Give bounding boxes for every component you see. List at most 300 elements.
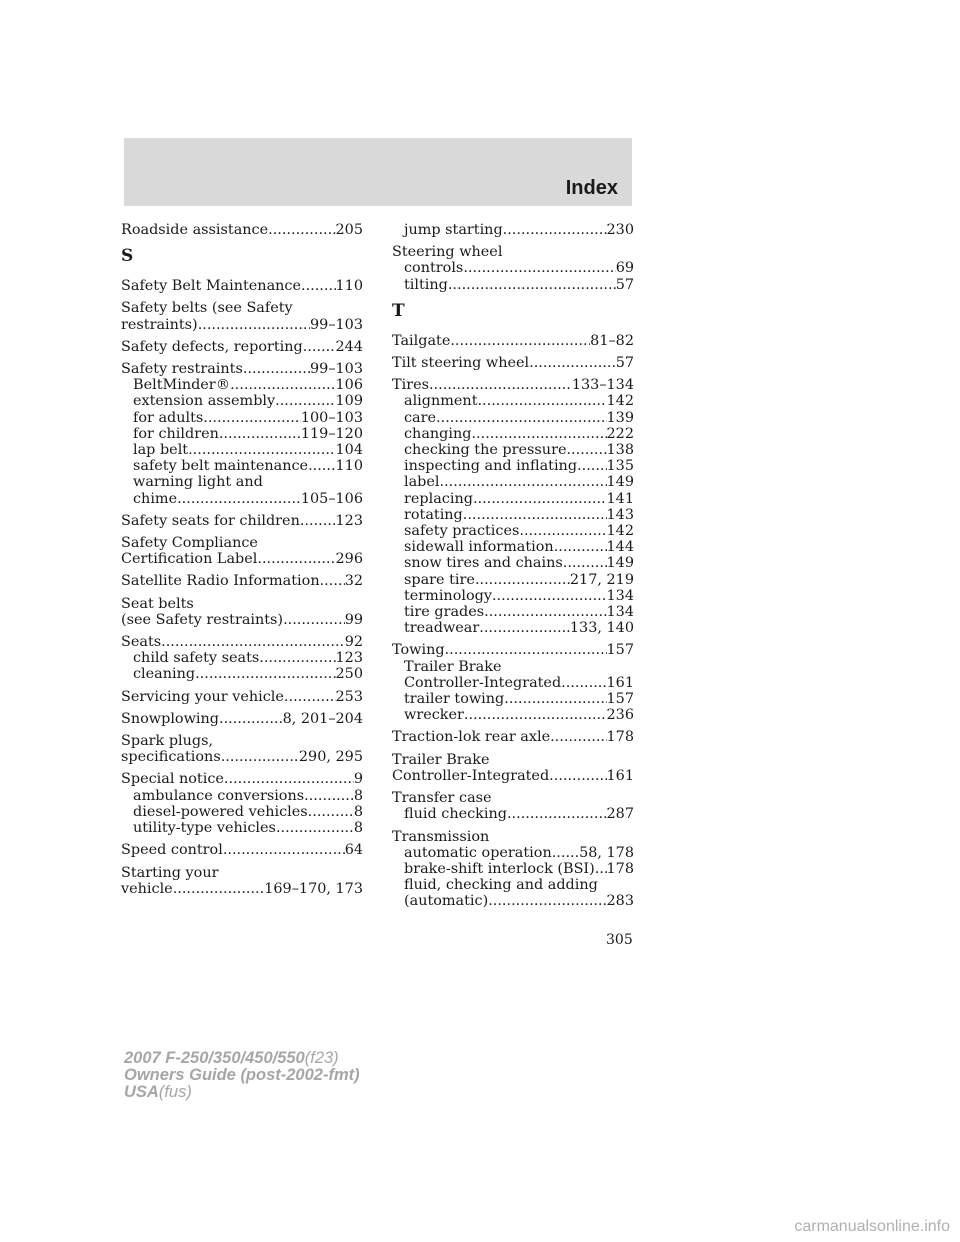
- page-reference: 123: [335, 512, 363, 529]
- entry-text: for children: [133, 425, 219, 442]
- index-subentry: [392, 410, 634, 426]
- entry-text: Safety defects, reporting: [121, 338, 303, 355]
- entry-text: tilting: [404, 276, 448, 293]
- dot-leader: [463, 507, 607, 523]
- page-reference: 222: [606, 425, 634, 442]
- entry-text: snow tires and chains: [404, 555, 563, 572]
- index-line: [121, 711, 363, 727]
- dot-leader: [188, 442, 335, 458]
- index-subentry: [121, 458, 363, 474]
- page-reference: 236: [606, 707, 634, 724]
- footer-guide: Owners Guide (post-2002-fmt): [124, 1066, 360, 1084]
- entry-text: safety belt maintenance: [133, 458, 309, 475]
- dot-leader: [276, 820, 354, 836]
- index-entry: [121, 733, 363, 765]
- index-line: [392, 642, 634, 658]
- index-subentry: [392, 458, 634, 474]
- entry-text: terminology: [404, 587, 492, 604]
- index-entry: [392, 829, 634, 910]
- dot-leader: [563, 555, 607, 571]
- index-line: [392, 768, 634, 784]
- page-reference: 99–103: [310, 316, 363, 333]
- entry-text: Trailer Brake: [392, 751, 490, 768]
- index-entry: [121, 339, 363, 355]
- index-entry: [121, 513, 363, 529]
- entry-text: checking the pressure: [404, 442, 567, 459]
- page-reference: 283: [606, 893, 634, 910]
- header-band: [124, 138, 632, 206]
- page-reference: 106: [335, 377, 363, 394]
- page-reference: 64: [344, 842, 363, 859]
- entry-text: spare tire: [404, 571, 475, 588]
- entry-text: Tailgate: [392, 332, 451, 349]
- entry-text: Safety belts (see Safety: [121, 300, 293, 317]
- dot-leader: [303, 339, 336, 355]
- index-line: [121, 278, 363, 294]
- entry-text: (automatic): [404, 893, 489, 910]
- entry-text: Transmission: [392, 828, 490, 845]
- entry-text: Starting your: [121, 864, 219, 881]
- page-number: 305: [606, 932, 633, 948]
- entry-text: child safety seats: [133, 650, 260, 667]
- dot-leader: [484, 604, 606, 620]
- dot-leader: [243, 361, 310, 377]
- index-subentry: [392, 620, 634, 636]
- entry-text: (see Safety restraints): [121, 611, 284, 628]
- page-reference: 123: [335, 650, 363, 667]
- index-entry: [121, 300, 363, 332]
- dot-leader: [198, 317, 310, 333]
- entry-text: warning light and: [133, 474, 263, 491]
- page-reference: 8, 201–204: [282, 710, 363, 727]
- index-subentry: [121, 650, 363, 666]
- entry-text: Tires: [392, 377, 429, 394]
- page-reference: 57: [615, 276, 634, 293]
- dot-leader: [429, 377, 572, 393]
- index-subentry: [392, 555, 634, 571]
- dot-leader: [477, 393, 606, 409]
- page-reference: 105–106: [300, 490, 363, 507]
- page-reference: 109: [335, 393, 363, 410]
- index-entry: [121, 222, 363, 238]
- entry-text: rotating: [404, 506, 463, 523]
- page-title: Index: [565, 177, 618, 199]
- dot-leader: [504, 691, 606, 707]
- index-entry: [121, 865, 363, 897]
- dot-leader: [177, 491, 301, 507]
- page-reference: 99–103: [310, 361, 363, 378]
- index-subentry: [392, 523, 634, 539]
- entry-text: Special notice: [121, 771, 224, 788]
- dot-leader: [549, 768, 606, 784]
- page-reference: 244: [335, 338, 363, 355]
- entry-text: tire grades: [404, 604, 485, 621]
- dot-leader: [203, 410, 301, 426]
- index-line: [392, 377, 634, 393]
- page-reference: 141: [606, 490, 634, 507]
- index-entry: [392, 333, 634, 349]
- index-line: [392, 790, 634, 806]
- entry-text: specifications: [121, 749, 221, 766]
- footer-model: 2007 F-250/350/450/550: [124, 1049, 305, 1067]
- index-subentry: [392, 845, 634, 861]
- page-reference: 92: [344, 634, 363, 651]
- section-letter: T: [392, 300, 405, 321]
- entry-text: care: [404, 409, 437, 426]
- index-column-right: [392, 222, 634, 916]
- index-subentry: [121, 442, 363, 458]
- entry-text: Towing: [392, 642, 445, 659]
- index-entry: [121, 573, 363, 589]
- entry-text: chime: [133, 490, 178, 507]
- page-reference: 104: [335, 442, 363, 459]
- index-subentry: [392, 659, 634, 675]
- index-entry: [121, 361, 363, 507]
- dot-leader: [161, 634, 345, 650]
- entry-text: automatic operation: [404, 844, 552, 861]
- entry-text: Snowplowing: [121, 710, 219, 727]
- index-line: [121, 842, 363, 858]
- dot-leader: [219, 426, 301, 442]
- index-line: [121, 339, 363, 355]
- index-line: [121, 771, 363, 787]
- index-line: [121, 535, 363, 551]
- dot-leader: [475, 572, 570, 588]
- entry-text: Tilt steering wheel: [392, 355, 530, 372]
- entry-text: Safety seats for children: [121, 512, 300, 529]
- entry-text: BeltMinder®: [133, 377, 231, 394]
- page-reference: 157: [606, 691, 634, 708]
- dot-leader: [464, 707, 607, 723]
- page-reference: 134: [606, 604, 634, 621]
- page-reference: 230: [606, 222, 634, 238]
- page-reference: 143: [606, 506, 634, 523]
- index-entry: [392, 244, 634, 293]
- entry-text: label: [404, 474, 440, 491]
- entry-text: sidewall information: [404, 539, 554, 556]
- dot-leader: [195, 666, 335, 682]
- index-subentry: [392, 426, 634, 442]
- index-line: [121, 749, 363, 765]
- index-subentry: [121, 426, 363, 442]
- index-line: [392, 355, 634, 371]
- entry-text: Safety Compliance: [121, 535, 258, 552]
- index-entry: [121, 634, 363, 683]
- page-reference: 149: [606, 474, 634, 491]
- index-column-left: [121, 222, 363, 903]
- page-reference: 142: [606, 393, 634, 410]
- index-line: [121, 513, 363, 529]
- index-line: [121, 551, 363, 567]
- index-subentry: [392, 877, 634, 893]
- index-subentry: [121, 393, 363, 409]
- page-reference: 161: [606, 674, 634, 691]
- entry-text: brake-shift interlock (BSI): [404, 860, 595, 877]
- index-line: [121, 222, 363, 238]
- entry-text: restraints): [121, 316, 198, 333]
- index-entry: [392, 222, 634, 238]
- index-entry: [392, 752, 634, 784]
- entry-text: safety practices: [404, 523, 520, 540]
- entry-text: Satellite Radio Information: [121, 573, 320, 590]
- dot-leader: [440, 474, 607, 490]
- entry-text: Spark plugs,: [121, 733, 214, 750]
- index-subentry: [392, 691, 634, 707]
- page-reference: 142: [606, 523, 634, 540]
- dot-leader: [436, 410, 606, 426]
- dot-leader: [450, 333, 590, 349]
- index-line: [121, 361, 363, 377]
- dot-leader: [445, 642, 607, 658]
- dot-leader: [173, 881, 265, 897]
- page-reference: 100–103: [300, 409, 363, 426]
- index-entry: [121, 535, 363, 567]
- page-reference: 9: [353, 771, 363, 788]
- dot-leader: [320, 573, 345, 589]
- dot-leader: [507, 806, 607, 822]
- dot-leader: [595, 861, 607, 877]
- index-entry: [121, 596, 363, 628]
- dot-leader: [479, 620, 570, 636]
- entry-text: Certification Label: [121, 551, 258, 568]
- page-reference: 178: [606, 860, 634, 877]
- index-subentry: [121, 410, 363, 426]
- index-subentry: [392, 675, 634, 691]
- index-line: [392, 752, 634, 768]
- entry-text: Safety Belt Maintenance: [121, 278, 301, 295]
- section-letter: S: [121, 246, 134, 267]
- index-line: [392, 333, 634, 349]
- footer-model-code: (f23): [304, 1049, 339, 1067]
- dot-leader: [224, 771, 354, 787]
- dot-leader: [304, 788, 354, 804]
- entry-text: Controller-Integrated: [404, 674, 562, 691]
- entry-text: Steering wheel: [392, 244, 503, 261]
- index-subentry: [392, 604, 634, 620]
- page-reference: 250: [335, 666, 363, 683]
- dot-leader: [463, 260, 615, 276]
- page-reference: 57: [615, 355, 634, 372]
- index-subentry: [121, 820, 363, 836]
- dot-leader: [519, 523, 606, 539]
- index-subentry: [392, 707, 634, 723]
- page-reference: 296: [335, 551, 363, 568]
- dot-leader: [566, 442, 606, 458]
- index-subentry: [121, 788, 363, 804]
- dot-leader: [257, 551, 335, 567]
- index-entry: [392, 355, 634, 371]
- dot-leader: [448, 277, 616, 293]
- dot-leader: [561, 675, 606, 691]
- dot-leader: [473, 491, 607, 507]
- index-subentry: [392, 442, 634, 458]
- index-subentry: [392, 572, 634, 588]
- entry-text: inspecting and inflating: [404, 458, 578, 475]
- entry-text: alignment: [404, 393, 478, 410]
- dot-leader: [529, 355, 616, 371]
- entry-text: fluid, checking and adding: [404, 877, 598, 894]
- index-entry: [121, 689, 363, 705]
- dot-leader: [230, 377, 335, 393]
- index-subentry: [121, 474, 363, 490]
- page-reference: 217, 219: [569, 571, 634, 588]
- page-reference: 161: [606, 767, 634, 784]
- index-subentry: [392, 260, 634, 276]
- entry-text: cleaning: [133, 666, 196, 683]
- page-reference: 133, 140: [569, 620, 634, 637]
- dot-leader: [503, 222, 607, 238]
- page-reference: 110: [335, 458, 363, 475]
- dot-leader: [221, 749, 299, 765]
- index-line: [392, 729, 634, 745]
- page-reference: 178: [606, 729, 634, 746]
- dot-leader: [300, 513, 336, 529]
- footer: [124, 1050, 360, 1101]
- dot-leader: [492, 588, 607, 604]
- index-line: [121, 317, 363, 333]
- dot-leader: [223, 842, 345, 858]
- page-reference: 138: [606, 442, 634, 459]
- dot-leader: [471, 426, 606, 442]
- entry-text: Speed control: [121, 842, 223, 859]
- dot-leader: [488, 893, 606, 909]
- entry-text: lap belt: [133, 442, 189, 459]
- page-reference: 134: [606, 587, 634, 604]
- index-line: [121, 573, 363, 589]
- page-reference: 139: [606, 409, 634, 426]
- entry-text: changing: [404, 425, 472, 442]
- entry-text: fluid checking: [404, 806, 507, 823]
- dot-leader: [219, 711, 283, 727]
- page-reference: 253: [335, 688, 363, 705]
- entry-text: Transfer case: [392, 790, 492, 807]
- page-reference: 32: [344, 573, 363, 590]
- index-subentry: [121, 377, 363, 393]
- index-entry: [121, 278, 363, 294]
- index-entry: [392, 377, 634, 636]
- page-reference: 290, 295: [298, 749, 363, 766]
- page-reference: 133–134: [571, 377, 634, 394]
- index-subentry: [121, 666, 363, 682]
- page-reference: 169–170, 173: [264, 880, 363, 897]
- index-subentry: [392, 588, 634, 604]
- entry-text: Trailer Brake: [404, 658, 502, 675]
- index-line: [121, 612, 363, 628]
- index-line: [121, 596, 363, 612]
- entry-text: ambulance conversions: [133, 787, 305, 804]
- index-line: [392, 244, 634, 260]
- index-line: [121, 300, 363, 316]
- footer-market: USA: [124, 1083, 159, 1101]
- index-line: [121, 733, 363, 749]
- entry-text: jump starting: [404, 222, 503, 238]
- index-subentry: [392, 861, 634, 877]
- index-subentry: [392, 393, 634, 409]
- entry-text: Roadside assistance: [121, 222, 269, 238]
- entry-text: diesel-powered vehicles: [133, 803, 308, 820]
- index-subentry: [121, 491, 363, 507]
- page-reference: 287: [606, 806, 634, 823]
- footer-market-code: (fus): [158, 1083, 192, 1101]
- index-line: [121, 881, 363, 897]
- page-reference: 69: [615, 260, 634, 277]
- index-line: [121, 689, 363, 705]
- entry-text: for adults: [133, 409, 204, 426]
- watermark: carmanualsonline.info: [794, 1218, 950, 1235]
- entry-text: Seats: [121, 634, 162, 651]
- dot-leader: [554, 539, 607, 555]
- index-entry: [392, 729, 634, 745]
- index-entry: [392, 642, 634, 723]
- index-subentry: [392, 806, 634, 822]
- dot-leader: [283, 612, 345, 628]
- entry-text: Traction-lok rear axle: [392, 729, 551, 746]
- index-subentry: [392, 893, 634, 909]
- index-subentry: [392, 491, 634, 507]
- entry-text: treadwear: [404, 620, 480, 637]
- dot-leader: [308, 458, 335, 474]
- page-reference: 205: [335, 222, 363, 238]
- index-line: [121, 865, 363, 881]
- entry-text: Seat belts: [121, 595, 194, 612]
- entry-text: trailer towing: [404, 691, 505, 708]
- page-reference: 149: [606, 555, 634, 572]
- entry-text: Controller-Integrated: [392, 767, 550, 784]
- page-reference: 110: [335, 278, 363, 295]
- entry-text: utility-type vehicles: [133, 820, 276, 837]
- index-entry: [121, 842, 363, 858]
- index-line: [392, 829, 634, 845]
- page-reference: 8: [353, 787, 363, 804]
- dot-leader: [550, 729, 606, 745]
- dot-leader: [308, 804, 354, 820]
- page-reference: 8: [353, 803, 363, 820]
- page-reference: 135: [606, 458, 634, 475]
- index-subentry: [392, 474, 634, 490]
- entry-text: extension assembly: [133, 393, 276, 410]
- dot-leader: [284, 689, 336, 705]
- page-reference: 144: [606, 539, 634, 556]
- page-reference: 58, 178: [579, 844, 634, 861]
- entry-text: controls: [404, 260, 464, 277]
- dot-leader: [301, 278, 336, 294]
- index-subentry: [392, 507, 634, 523]
- page-reference: 99: [344, 611, 363, 628]
- dot-leader: [259, 650, 335, 666]
- index-subentry: [392, 539, 634, 555]
- dot-leader: [552, 845, 579, 861]
- index-subentry: [121, 804, 363, 820]
- dot-leader: [275, 393, 335, 409]
- entry-text: wrecker: [404, 707, 464, 724]
- index-subentry: [392, 277, 634, 293]
- entry-text: replacing: [404, 490, 473, 507]
- dot-leader: [577, 458, 606, 474]
- page-reference: 81–82: [590, 332, 634, 349]
- dot-leader: [268, 222, 335, 238]
- page-reference: 157: [606, 642, 634, 659]
- index-entry: [121, 771, 363, 836]
- entry-text: Servicing your vehicle: [121, 688, 284, 705]
- index-entry: [392, 790, 634, 822]
- index-subentry: [392, 222, 634, 238]
- index-entry: [121, 711, 363, 727]
- index-line: [121, 634, 363, 650]
- entry-text: Safety restraints: [121, 361, 243, 378]
- page-reference: 119–120: [300, 425, 363, 442]
- entry-text: vehicle: [121, 880, 173, 897]
- page-reference: 8: [353, 820, 363, 837]
